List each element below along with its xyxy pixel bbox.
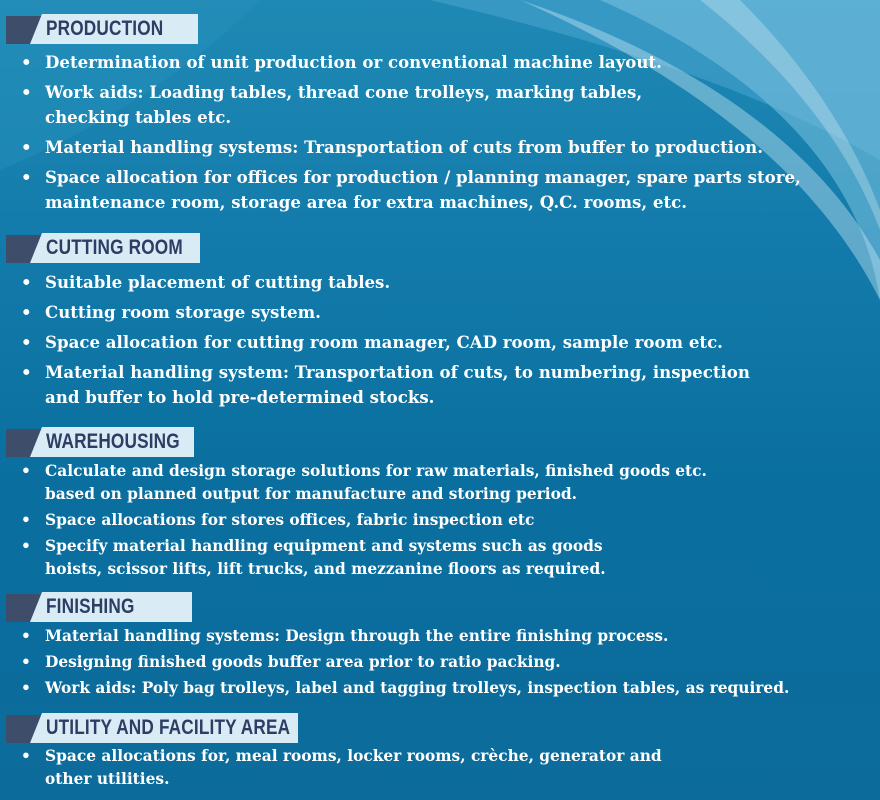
list-item: • Material handling system: Transportation of cuts, to numbering, inspection and buffer to hold pre-determined stocks. xyxy=(21,362,750,407)
list-item: • Designing finished goods buffer area prior to ratio packing. xyxy=(0,651,789,674)
bullet-icon: • xyxy=(21,52,32,72)
bullet-icon: • xyxy=(21,627,31,645)
list-item: • Work aids: Poly bag trolleys, label and tagging trolleys, inspection tables, as required. xyxy=(0,677,789,700)
list-item: • Space allocations for stores offices, fabric inspection etc xyxy=(0,509,707,532)
bullet-list xyxy=(0,50,801,220)
bullet-icon: • xyxy=(21,82,32,102)
list-item: • Determination of unit production or conventional machine layout. xyxy=(0,50,801,75)
section-title: FINISHING xyxy=(46,595,135,618)
bullet-icon: • xyxy=(21,747,31,765)
list-item: • Cutting room storage system. xyxy=(0,300,750,325)
bullet-icon: • xyxy=(21,537,31,555)
bullet-list xyxy=(0,460,707,584)
list-item: • Space allocation for cutting room manager, CAD room, sample room etc. xyxy=(0,330,750,355)
bullet-list xyxy=(0,745,662,794)
bullet-icon: • xyxy=(21,462,31,480)
section-title: UTILITY AND FACILITY AREA xyxy=(46,716,291,739)
list-item: • Work aids: Loading tables, thread cone trolleys, marking tables, checking tables etc. xyxy=(21,82,643,127)
bullet-icon: • xyxy=(21,362,32,382)
bullet-icon: • xyxy=(21,137,32,157)
bullet-icon: • xyxy=(21,332,32,352)
section-title: CUTTING ROOM xyxy=(46,236,183,259)
section-title: PRODUCTION xyxy=(46,17,164,40)
section-title: WAREHOUSING xyxy=(46,430,180,453)
bullet-list xyxy=(0,625,789,703)
list-item: • Material handling systems: Transportation of cuts from buffer to production. xyxy=(0,135,801,160)
bullet-icon: • xyxy=(21,302,32,322)
list-item: • Space allocations for, meal rooms, locker rooms, crèche, generator and other utilities. xyxy=(21,747,662,788)
bullet-icon: • xyxy=(21,679,31,697)
bullet-icon: • xyxy=(21,167,32,187)
bullet-icon: • xyxy=(21,511,31,529)
list-item: • Space allocation for offices for production / planning manager, spare parts store, maintenance room, storage area for extra machines, Q.C. rooms, etc. xyxy=(21,167,801,212)
list-item: • Specify material handling equipment and systems such as goods hoists, scissor lifts, lift trucks, and mezzanine floors as required. xyxy=(21,537,606,578)
bullet-icon: • xyxy=(21,272,32,292)
bullet-list xyxy=(0,270,750,415)
list-item: • Suitable placement of cutting tables. xyxy=(0,270,750,295)
list-item: • Calculate and design storage solutions for raw materials, finished goods etc. based on planned output for manufacture and storing period. xyxy=(21,462,707,503)
bullet-icon: • xyxy=(21,653,31,671)
list-item: • Material handling systems: Design through the entire finishing process. xyxy=(0,625,789,648)
